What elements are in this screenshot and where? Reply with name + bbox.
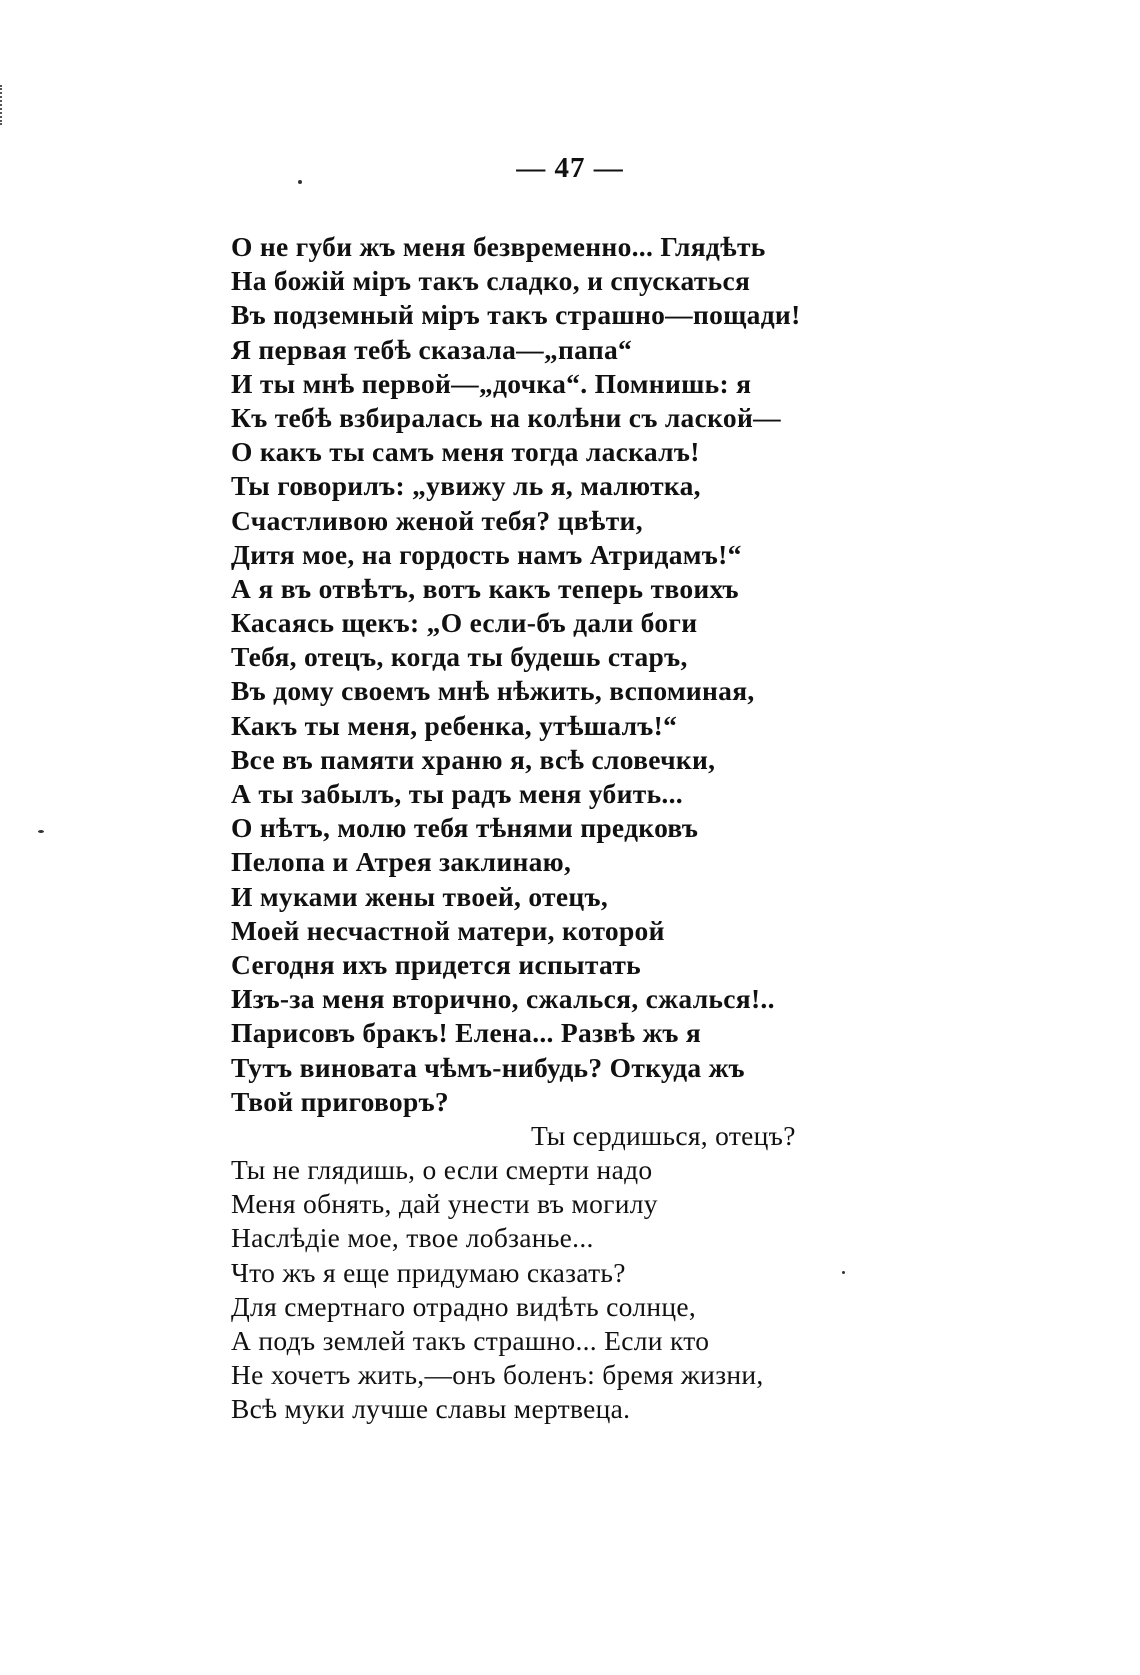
verse-line-indented: Ты сердишься, отецъ? — [531, 1119, 796, 1151]
verse-line: Дитя мое, на гордость намъ Атридамъ!“ — [231, 538, 742, 570]
verse-block — [231, 230, 831, 1427]
gutter-mark — [0, 85, 5, 125]
verse-line: Ты не глядишь, о если смерти надо — [231, 1154, 653, 1186]
verse-line: Все въ памяти храню я, всѣ словечки, — [231, 743, 716, 775]
verse-line: Меня обнять, дай унести въ могилу — [231, 1188, 658, 1220]
verse-line: Тутъ виновата чѣмъ-нибудь? Откуда жъ — [231, 1051, 745, 1083]
verse-line: Ты говорилъ: „увижу ль я, малютка, — [231, 470, 701, 502]
verse-line: Для смертнаго отрадно видѣть солнце, — [231, 1290, 697, 1322]
verse-line: И муками жены твоей, отецъ, — [231, 880, 609, 912]
verse-line: О нѣтъ, молю тебя тѣнями предковъ — [231, 812, 699, 844]
verse-line: Парисовъ бракъ! Елена... Развѣ жъ я — [231, 1017, 702, 1049]
verse-line: И ты мнѣ первой—„дочка“. Помнишь: я — [231, 367, 752, 399]
verse-line: Въ подземный міръ такъ страшно—пощади! — [231, 299, 801, 331]
ink-speck — [298, 180, 302, 184]
verse-line: А подъ землей такъ страшно... Если кто — [231, 1325, 710, 1356]
verse-line: Не хочетъ жить,—онъ боленъ: бремя жизни, — [231, 1359, 764, 1391]
verse-line: Изъ-за меня вторично, сжалься, сжалься!.. — [231, 983, 775, 1015]
verse-line: А ты забылъ, ты радъ меня убить... — [231, 778, 683, 809]
verse-line: Твой приговоръ? — [231, 1085, 449, 1117]
verse-line: Касаясь щекъ: „О если-бъ дали боги — [231, 607, 698, 639]
verse-line: Тебя, отецъ, когда ты будешь старъ, — [231, 641, 688, 673]
verse-line: Сегодня ихъ придется испытать — [231, 948, 642, 980]
verse-line: О какъ ты самъ меня тогда ласкалъ! — [231, 436, 700, 468]
verse-line: О не губи жъ меня безвременно... Глядѣть — [231, 231, 766, 262]
verse-line: Въ дому своемъ мнѣ нѣжить, вспоминая, — [231, 675, 755, 707]
verse-line: А я въ отвѣтъ, вотъ какъ теперь твоихъ — [231, 572, 739, 604]
verse-line: Пелопа и Атрея заклинаю, — [231, 846, 572, 878]
verse-line: Что жъ я еще придумаю сказать? — [231, 1256, 626, 1288]
verse-line: Къ тебѣ взбиралась на колѣни съ лаской— — [231, 401, 781, 433]
verse-line: Всѣ муки лучше славы мертвеца. — [231, 1393, 631, 1425]
verse-line: Какъ ты меня, ребенка, утѣшалъ!“ — [231, 709, 678, 741]
verse-line: На божій міръ такъ сладко, и спускаться — [231, 265, 751, 297]
page-number: — 47 — — [516, 152, 624, 184]
ink-speck — [842, 1271, 845, 1274]
verse-line: Моей несчастной матери, которой — [231, 914, 665, 946]
verse-line: Я первая тебѣ сказала—„папа“ — [231, 333, 633, 365]
verse-line: Счастливою женой тебя? цвѣти, — [231, 504, 643, 536]
ink-speck — [38, 830, 44, 833]
verse-line: Наслѣдіе мое, твое лобзанье... — [231, 1222, 594, 1254]
